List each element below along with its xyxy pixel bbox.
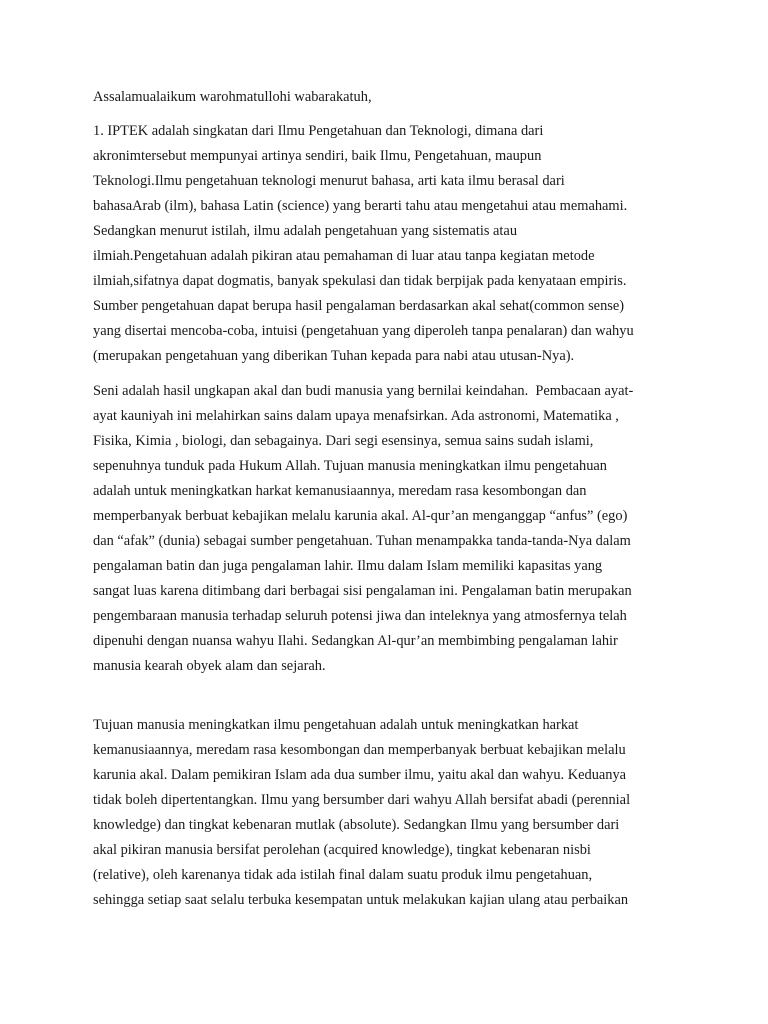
- text-line: akal pikiran manusia bersifat perolehan (acquired knowledge), tingkat kebenaran nisbi: [93, 842, 591, 858]
- text-line: Fisika, Kimia , biologi, dan sebagainya. Dari segi esensinya, semua sains sudah islami,: [93, 433, 594, 449]
- text-line: memperbanyak berbuat kebajikan melalu karunia akal. Al-qur’an menganggap “anfus” (ego): [93, 508, 628, 524]
- text-line: Sedangkan menurut istilah, ilmu adalah pengetahuan yang sistematis atau: [93, 223, 518, 239]
- text-line: sepenuhnya tunduk pada Hukum Allah. Tujuan manusia meningkatkan ilmu pengetahuan: [93, 458, 607, 474]
- text-line: kemanusiaannya, meredam rasa kesombongan dan memperbanyak berbuat kebajikan melalu: [93, 742, 626, 758]
- text-line: yang disertai mencoba-coba, intuisi (pengetahuan yang diperoleh tanpa penalaran) dan wahyu: [93, 323, 634, 339]
- text-line: (relative), oleh karenanya tidak ada istilah final dalam suatu produk ilmu pengetahuan,: [93, 867, 593, 883]
- text-line: sangat luas karena ditimbang dari berbagai sisi pengalaman ini. Pengalaman batin merupakan: [93, 583, 632, 599]
- text-line: pengalaman batin dan juga pengalaman lahir. Ilmu dalam Islam memiliki kapasitas yang: [93, 558, 603, 574]
- text-line: tidak boleh dipertentangkan. Ilmu yang bersumber dari wahyu Allah bersifat abadi (perennial: [93, 792, 631, 808]
- text-line: ilmiah.Pengetahuan adalah pikiran atau pemahaman di luar atau tanpa kegiatan metode: [93, 248, 595, 264]
- text-line: Seni adalah hasil ungkapan akal dan budi manusia yang bernilai keindahan. Pembacaan ayat-: [93, 383, 634, 399]
- text-line: adalah untuk meningkatkan harkat kemanusiaannya, meredam rasa kesombongan dan: [93, 483, 587, 499]
- text-line: Sumber pengetahuan dapat berupa hasil pengalaman berdasarkan akal sehat(common sense): [93, 298, 625, 314]
- text-line: bahasaArab (ilm), bahasa Latin (science) yang berarti tahu atau mengetahui atau memahami.: [93, 198, 628, 214]
- text-line: karunia akal. Dalam pemikiran Islam ada dua sumber ilmu, yaitu akal dan wahyu. Keduanya: [93, 767, 627, 783]
- text-line: akronimtersebut mempunyai artinya sendiri, baik Ilmu, Pengetahuan, maupun: [93, 148, 542, 164]
- text-line: ilmiah,sifatnya dapat dogmatis, banyak spekulasi dan tidak berpijak pada kenyataan empiris.: [93, 273, 627, 289]
- text-line: 1. IPTEK adalah singkatan dari Ilmu Pengetahuan dan Teknologi, dimana dari: [93, 123, 544, 139]
- text-line: manusia kearah obyek alam dan sejarah.: [93, 658, 326, 674]
- text-line: ayat kauniyah ini melahirkan sains dalam upaya menafsirkan. Ada astronomi, Matematika ,: [93, 408, 619, 424]
- text-line: sehingga setiap saat selalu terbuka kesempatan untuk melakukan kajian ulang atau perbaikan: [93, 892, 629, 908]
- text-line: knowledge) dan tingkat kebenaran mutlak (absolute). Sedangkan Ilmu yang bersumber dari: [93, 817, 620, 833]
- text-line: Tujuan manusia meningkatkan ilmu pengetahuan adalah untuk meningkatkan harkat: [93, 717, 579, 733]
- text-line: dipenuhi dengan nuansa wahyu Ilahi. Sedangkan Al-qur’an membimbing pengalaman lahir: [93, 633, 618, 649]
- text-line: Teknologi.Ilmu pengetahuan teknologi menurut bahasa, arti kata ilmu berasal dari: [93, 173, 565, 189]
- text-line: (merupakan pengetahuan yang diberikan Tuhan kepada para nabi atau utusan-Nya).: [93, 348, 575, 364]
- text-line: dan “afak” (dunia) sebagai sumber pengetahuan. Tuhan menampakka tanda-tanda-Nya dalam: [93, 533, 631, 549]
- text-line: pengembaraan manusia terhadap seluruh potensi jiwa dan inteleknya yang atmosfernya telah: [93, 608, 627, 624]
- greeting: Assalamualaikum warohmatullohi wabarakatuh,: [93, 89, 372, 105]
